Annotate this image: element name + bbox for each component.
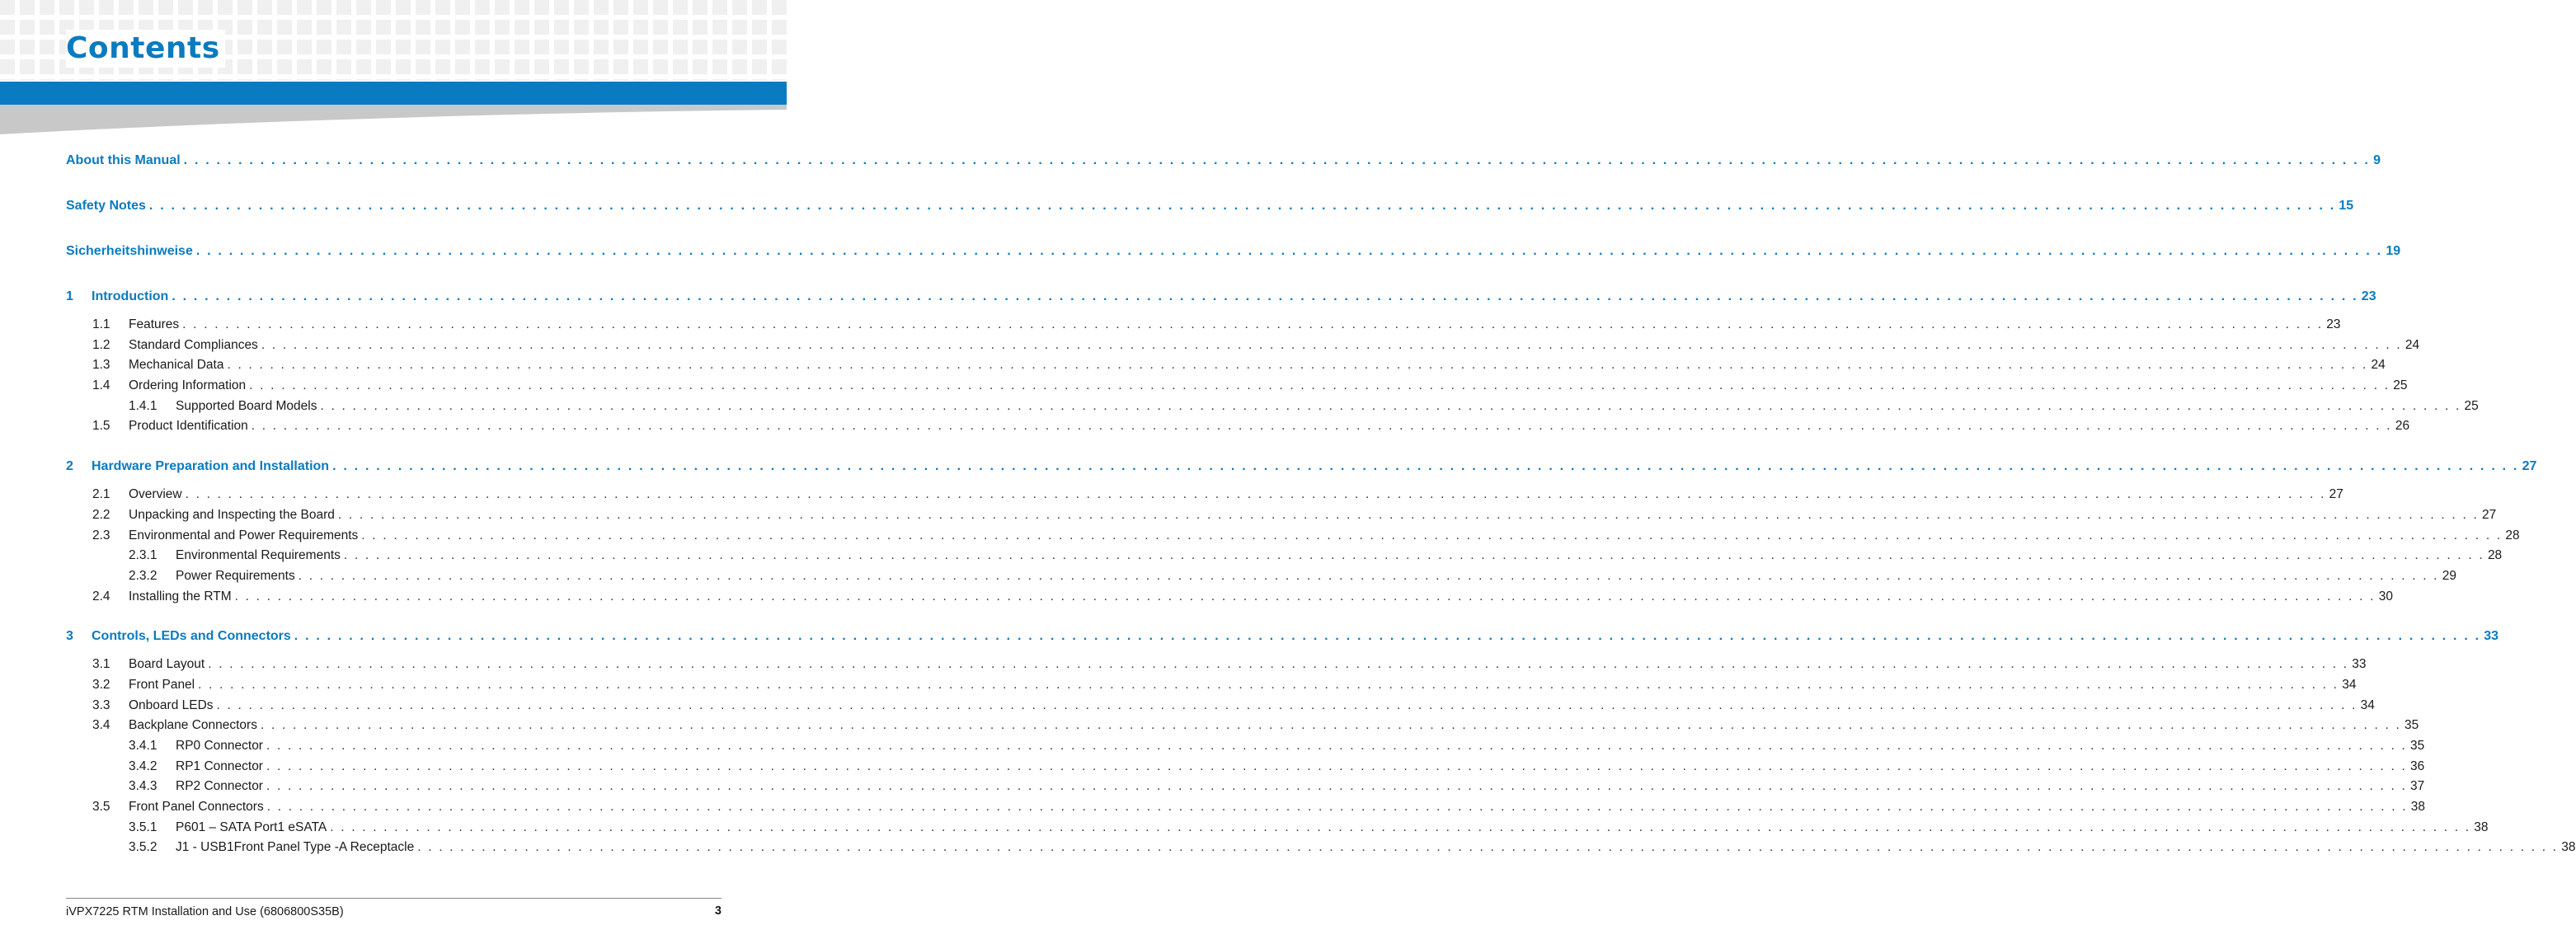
footer-page-number: 3 [714,904,722,918]
toc-entry-page: 15 [2339,199,2354,213]
toc-entry-number: 2.3 [92,528,110,542]
toc-entry-page: 38 [2410,800,2426,815]
toc-entry[interactable] [66,505,2497,526]
dot-leader: . . . . . . . . . . . . . . . . . . . . . . . . . . . . . . . . . . . . . . . . . . . . . . . . . . . . . . . . . . . . . . . . . . . . . . . . . . . . . . . . . . . . . . . . . . . . . . . . . . . . . . . . . . . . . . . . . . . . . . . . . . . . . . . . . . . . . . . . . . . . . . . . . . . . . . . . . . . . . . . . . . . . . . . . . . . . . . . . . . . . . . . . . . . . . . . . . . . . . . . . [208,657,2349,672]
toc-entry-page: 30 [2378,589,2393,604]
toc-entry[interactable] [66,485,2343,505]
toc-entry-label: Standard Compliances [129,337,258,352]
toc-entry[interactable] [66,696,2375,716]
toc-entry-page: 38 [2474,820,2489,834]
dot-leader: . . . . . . . . . . . . . . . . . . . . . . . . . . . . . . . . . . . . . . . . . . . . . . . . . . . . . . . . . . . . . . . . . . . . . . . . . . . . . . . . . . . . . . . . . . . . . . . . . . . . . . . . . . . . . . . . . . . . . . . . . . . . . . . . . . . . . . . . . . . . . . . . . . . . . . . . . . . . . . . . . . . . . . . . . . . . . . . . . . . . . . . . . . . . . . . . . . . . . . . . [148,199,2336,213]
toc-entry[interactable] [66,315,2341,336]
toc-entry-page: 34 [2360,697,2375,712]
toc-entry-label: Environmental Requirements [176,548,341,563]
toc-entry[interactable] [66,336,2420,356]
toc-entry-label: RP2 Connector [176,779,263,794]
toc-entry-label: About this Manual [66,153,181,167]
toc-entry-label: Power Requirements [176,568,295,583]
toc-entry[interactable] [66,777,2425,797]
dot-leader: . . . . . . . . . . . . . . . . . . . . . . . . . . . . . . . . . . . . . . . . . . . . . . . . . . . . . . . . . . . . . . . . . . . . . . . . . . . . . . . . . . . . . . . . . . . . . . . . . . . . . . . . . . . . . . . . . . . . . . . . . . . . . . . . . . . . . . . . . . . . . . . . . . . . . . . . . . . . . . . . . . . . . . . . . . . . . . . . . . . . . . . . . . . . . . . . . . . . . . . . [227,358,2368,373]
toc-entry-number: 3.3 [92,697,110,712]
toc-entry-about[interactable] [66,148,2381,173]
toc-chapter-number: 2 [66,459,73,474]
toc-chapter-1[interactable] [66,284,2376,309]
toc-entry-label: Controls, LEDs and Connectors [92,629,291,644]
toc-entry-label: RP0 Connector [176,739,263,753]
toc-entry-number: 1.2 [92,337,110,352]
toc-entry-label: Installing the RTM [129,589,232,604]
toc-entry-label: Product Identification [129,419,248,434]
toc-entry-label: Overview [129,487,182,502]
toc-entry-page: 28 [2505,528,2520,542]
toc-entry-label: Supported Board Models [176,398,317,413]
toc-entry-number: 3.5 [92,800,110,815]
toc-entry-page: 37 [2410,779,2425,794]
toc-entry-label: RP1 Connector [176,758,263,773]
toc-entry[interactable] [66,566,2457,587]
toc-entry-label: Board Layout [129,657,205,672]
toc-entry-label: Ordering Information [129,378,247,393]
toc-chapter-3[interactable] [66,624,2499,649]
dot-leader: . . . . . . . . . . . . . . . . . . . . . . . . . . . . . . . . . . . . . . . . . . . . . . . . . . . . . . . . . . . . . . . . . . . . . . . . . . . . . . . . . . . . . . . . . . . . . . . . . . . . . . . . . . . . . . . . . . . . . . . . . . . . . . . . . . . . . . . . . . . . . . . . . . . . . . . . . . . . . . . . . . . . . . . . . . . . . . . . . . . . . . . . . . . . . . . . . . . . . . . . [234,589,2376,604]
toc-entry-label: Safety Notes [66,199,146,213]
toc-entry-number: 3.5.2 [129,840,157,855]
dot-leader: . . . . . . . . . . . . . . . . . . . . . . . . . . . . . . . . . . . . . . . . . . . . . . . . . . . . . . . . . . . . . . . . . . . . . . . . . . . . . . . . . . . . . . . . . . . . . . . . . . . . . . . . . . . . . . . . . . . . . . . . . . . . . . . . . . . . . . . . . . . . . . . . . . . . . . . . . . . . . . . . . . . . . . . . . . . . . . . . . . . . . . . . . . . . . . . . . . . . . . . . [330,820,2471,834]
toc-entry-page: 35 [2410,739,2425,753]
toc-entry-label: Unpacking and Inspecting the Board [129,507,335,522]
toc-entry-page: 26 [2395,419,2410,434]
toc-entry-page: 38 [2561,840,2576,855]
toc-entry-page: 33 [2484,629,2499,644]
toc-entry-number: 1.5 [92,419,110,434]
toc-entry-label: Front Panel [129,677,195,692]
toc-entry[interactable] [66,355,2386,376]
dot-leader: . . . . . . . . . . . . . . . . . . . . . . . . . . . . . . . . . . . . . . . . . . . . . . . . . . . . . . . . . . . . . . . . . . . . . . . . . . . . . . . . . . . . . . . . . . . . . . . . . . . . . . . . . . . . . . . . . . . . . . . . . . . . . . . . . . . . . . . . . . . . . . . . . . . . . . . . . . . . . . . . . . . . . . . . . . . . . . . . . . . . . . . . . . . . . . . . . . . . . . . . [185,487,2326,502]
dot-leader: . . . . . . . . . . . . . . . . . . . . . . . . . . . . . . . . . . . . . . . . . . . . . . . . . . . . . . . . . . . . . . . . . . . . . . . . . . . . . . . . . . . . . . . . . . . . . . . . . . . . . . . . . . . . . . . . . . . . . . . . . . . . . . . . . . . . . . . . . . . . . . . . . . . . . . . . . . . . . . . . . . . . . . . . . . . . . . . . . . . . . . . . . . . . . . . . . . . . . . . . [298,568,2439,583]
toc-entry-page: 9 [2373,153,2381,167]
toc-entry-number: 1.4 [92,378,110,393]
toc-entry[interactable] [66,376,2408,397]
toc-entry-label: J1 - USB1Front Panel Type -A Receptacle [176,840,415,855]
toc-entry-number: 2.4 [92,589,110,604]
toc-entry-number: 1.4.1 [129,398,157,413]
dot-leader: . . . . . . . . . . . . . . . . . . . . . . . . . . . . . . . . . . . . . . . . . . . . . . . . . . . . . . . . . . . . . . . . . . . . . . . . . . . . . . . . . . . . . . . . . . . . . . . . . . . . . . . . . . . . . . . . . . . . . . . . . . . . . . . . . . . . . . . . . . . . . . . . . . . . . . . . . . . . . . . . . . . . . . . . . . . . . . . . . . . . . . . . . . . . . . . . . . . . . . . . [249,378,2390,393]
toc-entry[interactable] [66,675,2357,696]
dot-leader: . . . . . . . . . . . . . . . . . . . . . . . . . . . . . . . . . . . . . . . . . . . . . . . . . . . . . . . . . . . . . . . . . . . . . . . . . . . . . . . . . . . . . . . . . . . . . . . . . . . . . . . . . . . . . . . . . . . . . . . . . . . . . . . . . . . . . . . . . . . . . . . . . . . . . . . . . . . . . . . . . . . . . . . . . . . . . . . . . . . . . . . . . . . . . . . . . . . . . . . . [266,739,2408,753]
toc-entry-label: P601 – SATA Port1 eSATA [176,820,327,834]
toc-entry-number: 3.4.3 [129,779,157,794]
toc-entry-label: Onboard LEDs [129,697,214,712]
toc-entry-safety-notes[interactable] [66,194,2354,218]
header-blue-band [0,82,787,105]
toc-entry[interactable] [66,655,2367,675]
toc-entry-page: 33 [2352,657,2367,672]
toc-entry[interactable] [66,838,2576,858]
toc-entry-label: Mechanical Data [129,358,224,373]
dot-leader: . . . . . . . . . . . . . . . . . . . . . . . . . . . . . . . . . . . . . . . . . . . . . . . . . . . . . . . . . . . . . . . . . . . . . . . . . . . . . . . . . . . . . . . . . . . . . . . . . . . . . . . . . . . . . . . . . . . . . . . . . . . . . . . . . . . . . . . . . . . . . . . . . . . . . . . . . . . . . . . . . . . . . . . . . . . . . . . . . . . . . . . . . . . . . . . . . . . . . . . . [261,337,2402,352]
toc-entry[interactable] [66,587,2393,608]
dot-leader: . . . . . . . . . . . . . . . . . . . . . . . . . . . . . . . . . . . . . . . . . . . . . . . . . . . . . . . . . . . . . . . . . . . . . . . . . . . . . . . . . . . . . . . . . . . . . . . . . . . . . . . . . . . . . . . . . . . . . . . . . . . . . . . . . . . . . . . . . . . . . . . . . . . . . . . . . . . . . . . . . . . . . . . . . . . . . . . . . . . . . . . . . . . . . . . . . . . . . . . . [183,153,2371,167]
table-of-contents [66,148,2576,858]
toc-entry-page: 27 [2329,487,2343,502]
toc-entry-number: 3.5.1 [129,820,157,834]
toc-entry-page: 27 [2481,507,2497,522]
dot-leader: . . . . . . . . . . . . . . . . . . . . . . . . . . . . . . . . . . . . . . . . . . . . . . . . . . . . . . . . . . . . . . . . . . . . . . . . . . . . . . . . . . . . . . . . . . . . . . . . . . . . . . . . . . . . . . . . . . . . . . . . . . . . . . . . . . . . . . . . . . . . . . . . . . . . . . . . . . . . . . . . . . . . . . . . . . . . . . . . . . . . . . . . . . . . . . . . . . . . . . . . [182,317,2324,331]
toc-entry[interactable] [66,736,2425,757]
toc-chapter-number: 1 [66,289,73,303]
toc-entry-page: 29 [2442,568,2457,583]
toc-entry-label: Hardware Preparation and Installation [92,459,330,474]
toc-entry[interactable] [66,526,2520,547]
dot-leader: . . . . . . . . . . . . . . . . . . . . . . . . . . . . . . . . . . . . . . . . . . . . . . . . . . . . . . . . . . . . . . . . . . . . . . . . . . . . . . . . . . . . . . . . . . . . . . . . . . . . . . . . . . . . . . . . . . . . . . . . . . . . . . . . . . . . . . . . . . . . . . . . . . . . . . . . . . . . . . . . . . . . . . . . . . . . . . . . . . . . . . . . . . . . . . . . . . . . . . . . [320,398,2461,413]
toc-entry-page: 35 [2404,718,2419,733]
toc-entry-page: 19 [2386,244,2401,258]
toc-entry-label: Introduction [92,289,169,303]
toc-entry-label: Features [129,317,180,331]
toc-entry-page: 23 [2326,317,2341,331]
toc-entry-page: 24 [2371,358,2386,373]
toc-entry[interactable] [66,757,2425,777]
dot-leader: . . . . . . . . . . . . . . . . . . . . . . . . . . . . . . . . . . . . . . . . . . . . . . . . . . . . . . . . . . . . . . . . . . . . . . . . . . . . . . . . . . . . . . . . . . . . . . . . . . . . . . . . . . . . . . . . . . . . . . . . . . . . . . . . . . . . . . . . . . . . . . . . . . . . . . . . . . . . . . . . . . . . . . . . . . . . . . . . . . . . . . . . . . . . . . . . . . . . . . . . [172,289,2358,303]
dot-leader: . . . . . . . . . . . . . . . . . . . . . . . . . . . . . . . . . . . . . . . . . . . . . . . . . . . . . . . . . . . . . . . . . . . . . . . . . . . . . . . . . . . . . . . . . . . . . . . . . . . . . . . . . . . . . . . . . . . . . . . . . . . . . . . . . . . . . . . . . . . . . . . . . . . . . . . . . . . . . . . . . . . . . . . . . . . . . . . . . . . . . . . . . . . . . . . . . . . . . . . . [337,507,2479,522]
toc-chapter-2[interactable] [66,454,2537,479]
dot-leader: . . . . . . . . . . . . . . . . . . . . . . . . . . . . . . . . . . . . . . . . . . . . . . . . . . . . . . . . . . . . . . . . . . . . . . . . . . . . . . . . . . . . . . . . . . . . . . . . . . . . . . . . . . . . . . . . . . . . . . . . . . . . . . . . . . . . . . . . . . . . . . . . . . . . . . . . . . . . . . . . . . . . . . . . . . . . . . . . . . . . . . . . . . . . . . . . . . . . . . . . [361,528,2503,542]
toc-entry-number: 3.2 [92,677,110,692]
footer-document-title: iVPX7225 RTM Installation and Use (6806800S35B) [66,905,344,918]
dot-leader: . . . . . . . . . . . . . . . . . . . . . . . . . . . . . . . . . . . . . . . . . . . . . . . . . . . . . . . . . . . . . . . . . . . . . . . . . . . . . . . . . . . . . . . . . . . . . . . . . . . . . . . . . . . . . . . . . . . . . . . . . . . . . . . . . . . . . . . . . . . . . . . . . . . . . . . . . . . . . . . . . . . . . . . . . . . . . . . . . . . . . . . . . . . . . . . . . . . . . . . . [251,419,2392,434]
toc-entry[interactable] [66,416,2410,437]
toc-entry[interactable] [66,818,2489,838]
toc-entry-page: 25 [2464,398,2479,413]
toc-entry-number: 3.1 [92,657,110,672]
footer-divider [66,898,722,899]
toc-entry-page: 28 [2487,548,2503,563]
toc-entry-page: 23 [2361,289,2376,303]
toc-entry-sicherheitshinweise[interactable] [66,239,2401,264]
toc-entry-number: 1.1 [92,317,110,331]
toc-chapter-number: 3 [66,629,73,644]
toc-entry-number: 2.3.1 [129,548,157,563]
toc-entry-number: 3.4.1 [129,739,157,753]
dot-leader: . . . . . . . . . . . . . . . . . . . . . . . . . . . . . . . . . . . . . . . . . . . . . . . . . . . . . . . . . . . . . . . . . . . . . . . . . . . . . . . . . . . . . . . . . . . . . . . . . . . . . . . . . . . . . . . . . . . . . . . . . . . . . . . . . . . . . . . . . . . . . . . . . . . . . . . . . . . . . . . . . . . . . . . . . . . . . . . . . . . . . . . . . . . . . . . . . . . . . . . . [266,779,2408,794]
dot-leader: . . . . . . . . . . . . . . . . . . . . . . . . . . . . . . . . . . . . . . . . . . . . . . . . . . . . . . . . . . . . . . . . . . . . . . . . . . . . . . . . . . . . . . . . . . . . . . . . . . . . . . . . . . . . . . . . . . . . . . . . . . . . . . . . . . . . . . . . . . . . . . . . . . . . . . . . . . . . . . . . . . . . . . . . . . . . . . . . . . . . . . . . . . . . . . . . . . . . . . . . [343,548,2484,563]
dot-leader: . . . . . . . . . . . . . . . . . . . . . . . . . . . . . . . . . . . . . . . . . . . . . . . . . . . . . . . . . . . . . . . . . . . . . . . . . . . . . . . . . . . . . . . . . . . . . . . . . . . . . . . . . . . . . . . . . . . . . . . . . . . . . . . . . . . . . . . . . . . . . . . . . . . . . . . . . . . . . . . . . . . . . . . . . . . . . . . . . . . . . . . . . . . . . . . . . . . . . . . . [198,677,2339,692]
page-title: Contents [66,30,225,68]
toc-entry-label: Front Panel Connectors [129,800,264,815]
toc-entry-number: 2.2 [92,507,110,522]
toc-entry-label: Backplane Connectors [129,718,257,733]
toc-entry[interactable] [66,546,2503,566]
dot-leader: . . . . . . . . . . . . . . . . . . . . . . . . . . . . . . . . . . . . . . . . . . . . . . . . . . . . . . . . . . . . . . . . . . . . . . . . . . . . . . . . . . . . . . . . . . . . . . . . . . . . . . . . . . . . . . . . . . . . . . . . . . . . . . . . . . . . . . . . . . . . . . . . . . . . . . . . . . . . . . . . . . . . . . . . . . . . . . . . . . . . . . . . . . . . . . . . . . . . . . . . [332,459,2519,474]
toc-entry-page: 25 [2393,378,2408,393]
dot-leader: . . . . . . . . . . . . . . . . . . . . . . . . . . . . . . . . . . . . . . . . . . . . . . . . . . . . . . . . . . . . . . . . . . . . . . . . . . . . . . . . . . . . . . . . . . . . . . . . . . . . . . . . . . . . . . . . . . . . . . . . . . . . . . . . . . . . . . . . . . . . . . . . . . . . . . . . . . . . . . . . . . . . . . . . . . . . . . . . . . . . . . . . . . . . . . . . . . . . . . . . [216,697,2357,712]
toc-entry-number: 2.1 [92,487,110,502]
toc-entry-number: 1.3 [92,358,110,373]
header-grey-swoosh [0,105,787,134]
toc-entry[interactable] [66,716,2419,736]
dot-leader: . . . . . . . . . . . . . . . . . . . . . . . . . . . . . . . . . . . . . . . . . . . . . . . . . . . . . . . . . . . . . . . . . . . . . . . . . . . . . . . . . . . . . . . . . . . . . . . . . . . . . . . . . . . . . . . . . . . . . . . . . . . . . . . . . . . . . . . . . . . . . . . . . . . . . . . . . . . . . . . . . . . . . . . . . . . . . . . . . . . . . . . . . . . . . . . . . . . . . . . . [294,629,2481,644]
dot-leader: . . . . . . . . . . . . . . . . . . . . . . . . . . . . . . . . . . . . . . . . . . . . . . . . . . . . . . . . . . . . . . . . . . . . . . . . . . . . . . . . . . . . . . . . . . . . . . . . . . . . . . . . . . . . . . . . . . . . . . . . . . . . . . . . . . . . . . . . . . . . . . . . . . . . . . . . . . . . . . . . . . . . . . . . . . . . . . . . . . . . . . . . . . . . . . . . . . . . . . . . [266,800,2408,815]
toc-entry-page: 36 [2410,758,2425,773]
dot-leader: . . . . . . . . . . . . . . . . . . . . . . . . . . . . . . . . . . . . . . . . . . . . . . . . . . . . . . . . . . . . . . . . . . . . . . . . . . . . . . . . . . . . . . . . . . . . . . . . . . . . . . . . . . . . . . . . . . . . . . . . . . . . . . . . . . . . . . . . . . . . . . . . . . . . . . . . . . . . . . . . . . . . . . . . . . . . . . . . . . . . . . . . . . . . . . . . . . . . . . . . [266,758,2408,773]
toc-entry-page: 27 [2522,459,2537,474]
toc-entry-number: 2.3.2 [129,568,157,583]
dot-leader: . . . . . . . . . . . . . . . . . . . . . . . . . . . . . . . . . . . . . . . . . . . . . . . . . . . . . . . . . . . . . . . . . . . . . . . . . . . . . . . . . . . . . . . . . . . . . . . . . . . . . . . . . . . . . . . . . . . . . . . . . . . . . . . . . . . . . . . . . . . . . . . . . . . . . . . . . . . . . . . . . . . . . . . . . . . . . . . . . . . . . . . . . . . . . . . . . . . . . . . . [260,718,2402,733]
toc-entry-number: 3.4.2 [129,758,157,773]
dot-leader: . . . . . . . . . . . . . . . . . . . . . . . . . . . . . . . . . . . . . . . . . . . . . . . . . . . . . . . . . . . . . . . . . . . . . . . . . . . . . . . . . . . . . . . . . . . . . . . . . . . . . . . . . . . . . . . . . . . . . . . . . . . . . . . . . . . . . . . . . . . . . . . . . . . . . . . . . . . . . . . . . . . . . . . . . . . . . . . . . . . . . . . . . . . . . . . . . . . . . . . . [417,840,2559,855]
toc-entry-page: 24 [2404,337,2420,352]
toc-entry-page: 34 [2342,677,2357,692]
toc-entry-label: Sicherheitshinweise [66,244,193,258]
dot-leader: . . . . . . . . . . . . . . . . . . . . . . . . . . . . . . . . . . . . . . . . . . . . . . . . . . . . . . . . . . . . . . . . . . . . . . . . . . . . . . . . . . . . . . . . . . . . . . . . . . . . . . . . . . . . . . . . . . . . . . . . . . . . . . . . . . . . . . . . . . . . . . . . . . . . . . . . . . . . . . . . . . . . . . . . . . . . . . . . . . . . . . . . . . . . . . . . . . . . . . . . [195,244,2383,258]
toc-entry-label: Environmental and Power Requirements [129,528,359,542]
toc-entry[interactable] [66,797,2426,818]
toc-entry[interactable] [66,397,2479,417]
toc-entry-number: 3.4 [92,718,110,733]
